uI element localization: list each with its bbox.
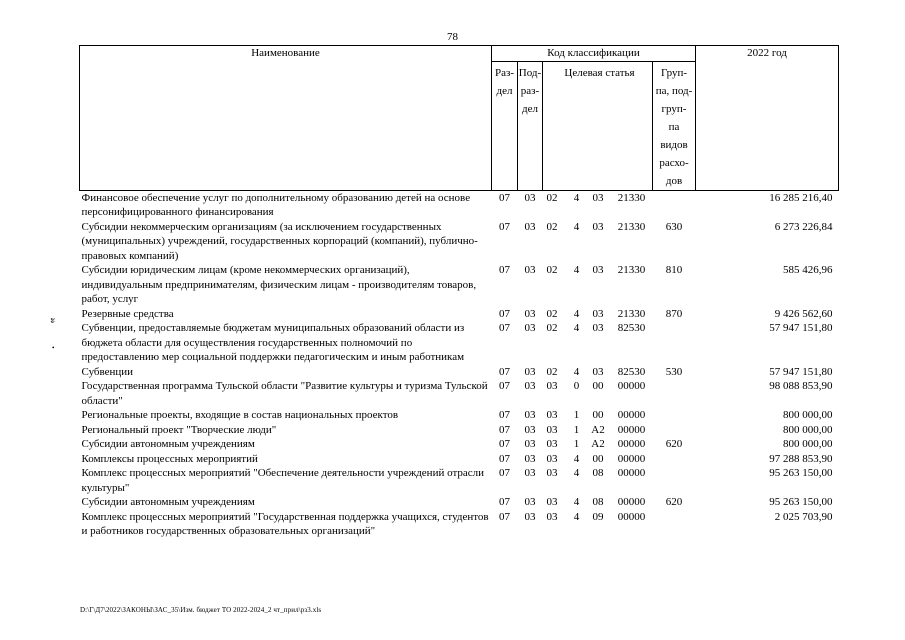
row-target-structure: 03 — [592, 307, 604, 320]
row-podrazdel: 03 — [524, 307, 536, 320]
row-razdel: 07 — [499, 467, 510, 479]
row-amount: 800 000,00 — [783, 423, 833, 436]
row-target-structure: 03 — [592, 322, 604, 334]
row-target-structure: 00 — [592, 452, 604, 465]
row-target-structure: A2 — [591, 423, 605, 436]
table-row — [80, 190, 839, 220]
table-row — [80, 379, 839, 408]
row-target-type: 4 — [573, 452, 580, 465]
row-name: Комплексы процессных мероприятий — [81, 452, 258, 465]
row-podrazdel: 03 — [524, 380, 536, 392]
row-target-program: 03 — [546, 438, 558, 450]
header-classification: Код классификации — [492, 46, 696, 62]
row-target-program: 03 — [546, 380, 558, 392]
table-row — [80, 452, 839, 467]
row-target-direction: 21330 — [617, 220, 646, 233]
table-row — [80, 307, 839, 322]
row-razdel: 07 — [499, 365, 510, 378]
row-target-program: 03 — [546, 452, 558, 465]
row-amount: 57 947 151,80 — [769, 365, 833, 378]
row-amount: 6 273 226,84 — [774, 220, 833, 233]
row-razdel: 07 — [499, 191, 510, 204]
table-row — [80, 321, 839, 365]
table-body — [80, 190, 839, 539]
row-target-structure: 03 — [592, 220, 604, 233]
row-name: Финансовое обеспечение услуг по дополнительному образованию детей на основе персонифицированного финансирования — [81, 191, 471, 218]
margin-mark: • — [52, 344, 55, 352]
row-name: Региональные проекты, входящие в состав национальных проектов — [81, 409, 399, 421]
table-row — [80, 408, 839, 423]
row-target-structure: A2 — [591, 438, 605, 450]
row-podrazdel: 03 — [524, 496, 536, 508]
row-target-direction: 00000 — [617, 467, 646, 479]
row-expense-group — [653, 423, 696, 438]
row-target-structure: 09 — [592, 510, 604, 523]
file-path-footer: D:\Г\Д7\2022\ЗАКОНЫ\ЗАС_35\Изм. бюджет ТО 2022-2024_2 чт_прил\рз3.xls — [80, 606, 322, 614]
row-target-program: 02 — [546, 307, 558, 320]
row-razdel: 07 — [499, 264, 510, 276]
row-name: Субсидии юридическим лицам (кроме некоммерческих организаций), индивидуальным предпринимателям, физическим лицам - производителям товаров, работ, услуг — [81, 264, 477, 305]
row-target-direction: 00000 — [617, 380, 646, 392]
table-row — [80, 437, 839, 452]
row-name: Субвенции — [81, 365, 134, 378]
row-razdel: 07 — [499, 409, 510, 421]
margin-mark: ะ — [50, 315, 56, 326]
table-row — [80, 495, 839, 510]
row-expense-group: 620 — [665, 438, 683, 450]
row-target-direction: 00000 — [617, 423, 646, 436]
row-name: Субвенции, предоставляемые бюджетам муниципальных образований области из бюджета области для осуществления государственных полномочий по предоставлению мер социальной поддержки педагогическим и иным работникам — [81, 322, 465, 363]
header-name: Наименование — [80, 46, 492, 191]
row-target-type: 4 — [573, 365, 580, 378]
row-name: Субсидии некоммерческим организациям (за исключением государственных (муниципальных) учреждений, государственных корпораций (компаний), публично-правовых компаний) — [81, 220, 478, 262]
header-podrazdel: Под- раз- дел — [518, 61, 543, 190]
row-target-program: 02 — [546, 264, 558, 276]
row-razdel: 07 — [499, 452, 510, 465]
row-target-type: 4 — [573, 307, 580, 320]
row-amount: 57 947 151,80 — [769, 322, 833, 334]
row-target-direction: 00000 — [617, 510, 646, 523]
header-group: Груп- па, под- груп- па видов расхо- дов — [653, 61, 696, 190]
row-target-program: 03 — [546, 409, 558, 421]
row-target-type: 4 — [573, 191, 580, 204]
header-target-article — [543, 61, 653, 190]
table-header — [80, 46, 839, 191]
table-row — [80, 510, 839, 539]
row-razdel: 07 — [499, 438, 510, 450]
row-target-type: 4 — [573, 467, 580, 479]
row-amount: 800 000,00 — [783, 438, 833, 450]
row-name: Резервные средства — [81, 307, 174, 320]
row-podrazdel: 03 — [524, 409, 536, 421]
row-expense-group — [653, 510, 696, 539]
header-razdel: Раз- дел — [492, 61, 518, 190]
row-amount: 800 000,00 — [783, 409, 833, 421]
row-target-program: 02 — [546, 191, 558, 204]
row-target-program: 02 — [546, 220, 558, 233]
row-expense-group: 810 — [665, 264, 683, 276]
row-expense-group — [653, 321, 696, 365]
table-row — [80, 365, 839, 380]
row-name: Субсидии автономным учреждениям — [81, 438, 255, 450]
row-amount: 2 025 703,90 — [774, 510, 833, 523]
row-podrazdel: 03 — [524, 423, 536, 436]
row-target-type: 4 — [573, 322, 580, 334]
row-name: Комплекс процессных мероприятий "Государственная поддержка учащихся, студентов и работников государственных образовательных организаций" — [81, 510, 489, 537]
row-target-direction: 82530 — [617, 365, 646, 378]
row-target-program: 03 — [546, 423, 558, 436]
row-target-type: 4 — [573, 496, 580, 508]
row-target-program: 02 — [546, 322, 558, 334]
page-number: 78 — [447, 31, 458, 43]
row-name: Региональный проект "Творческие люди" — [81, 423, 277, 436]
table-row — [80, 263, 839, 307]
row-razdel: 07 — [499, 423, 510, 436]
row-name: Комплекс процессных мероприятий "Обеспечение деятельности учреждений отрасли культуры" — [81, 467, 485, 494]
row-expense-group — [653, 190, 696, 220]
row-expense-group: 630 — [665, 220, 683, 233]
row-podrazdel: 03 — [524, 191, 536, 204]
row-target-type: 4 — [573, 264, 580, 276]
row-target-direction: 00000 — [617, 409, 646, 421]
row-amount: 95 263 150,00 — [769, 467, 833, 479]
row-amount: 98 088 853,90 — [769, 380, 833, 392]
row-target-direction: 00000 — [617, 452, 646, 465]
row-target-direction: 82530 — [617, 322, 646, 334]
row-razdel: 07 — [499, 322, 510, 334]
row-podrazdel: 03 — [524, 452, 536, 465]
row-target-type: 1 — [573, 438, 580, 450]
row-target-structure: 08 — [592, 496, 604, 508]
row-amount: 585 426,96 — [783, 264, 833, 276]
budget-table — [79, 45, 839, 539]
row-podrazdel: 03 — [524, 365, 536, 378]
row-expense-group — [653, 408, 696, 423]
row-razdel: 07 — [499, 380, 510, 392]
row-target-structure: 00 — [592, 380, 604, 392]
row-target-type: 1 — [573, 423, 580, 436]
row-amount: 97 288 853,90 — [769, 452, 833, 465]
table-row — [80, 220, 839, 264]
row-target-direction: 00000 — [617, 496, 646, 508]
row-expense-group: 620 — [665, 496, 683, 508]
row-expense-group: 530 — [665, 365, 683, 378]
row-expense-group: 870 — [665, 307, 683, 320]
row-target-program: 03 — [546, 496, 558, 508]
row-razdel: 07 — [499, 220, 510, 233]
header-target-article-label: Целевая статья — [564, 66, 635, 79]
row-amount: 95 263 150,00 — [769, 496, 833, 508]
row-target-type: 0 — [573, 380, 580, 392]
row-target-program: 03 — [546, 510, 558, 523]
row-expense-group — [653, 466, 696, 495]
row-target-type: 4 — [573, 220, 580, 233]
row-razdel: 07 — [499, 510, 510, 523]
row-podrazdel: 03 — [524, 467, 536, 479]
table-row — [80, 423, 839, 438]
row-target-structure: 03 — [592, 365, 604, 378]
row-target-structure: 00 — [592, 409, 604, 421]
table-row — [80, 466, 839, 495]
row-name: Субсидии автономным учреждениям — [81, 496, 255, 508]
row-target-direction: 21330 — [617, 264, 646, 276]
row-amount: 9 426 562,60 — [774, 307, 833, 320]
row-expense-group — [653, 452, 696, 467]
row-target-type: 4 — [573, 510, 580, 523]
row-target-type: 1 — [573, 409, 580, 421]
row-target-structure: 08 — [592, 467, 604, 479]
row-target-direction: 21330 — [617, 191, 646, 204]
row-target-program: 03 — [546, 467, 558, 479]
row-target-structure: 03 — [592, 264, 604, 276]
row-podrazdel: 03 — [524, 322, 536, 334]
row-podrazdel: 03 — [524, 510, 536, 523]
row-amount: 16 285 216,40 — [769, 191, 833, 204]
row-target-structure: 03 — [592, 191, 604, 204]
row-expense-group — [653, 379, 696, 408]
row-podrazdel: 03 — [524, 220, 536, 233]
row-razdel: 07 — [499, 496, 510, 508]
row-target-program: 02 — [546, 365, 558, 378]
row-name: Государственная программа Тульской области "Развитие культуры и туризма Тульской области" — [81, 380, 488, 407]
row-target-direction: 00000 — [617, 438, 646, 450]
row-razdel: 07 — [499, 307, 510, 320]
row-podrazdel: 03 — [524, 264, 536, 276]
row-podrazdel: 03 — [524, 438, 536, 450]
header-year: 2022 год — [696, 46, 839, 191]
row-target-direction: 21330 — [617, 307, 646, 320]
